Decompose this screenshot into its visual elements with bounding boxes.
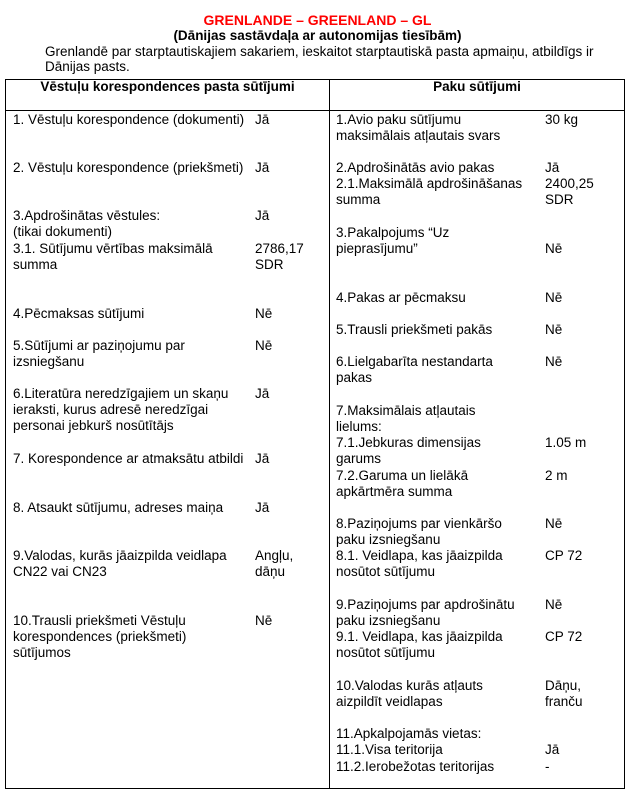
right-column-header: Paku sūtījumi: [329, 79, 625, 111]
left-item-value: Jā: [255, 451, 270, 466]
left-item-value: Nē: [255, 306, 273, 321]
left-item-value: Angļu, dāņu: [255, 548, 294, 579]
right-item-value: Jā: [545, 160, 560, 175]
right-item-label: 3.Pakalpojums “Uz pieprasījumu”: [336, 225, 450, 256]
left-item-value: Jā: [255, 208, 270, 223]
right-item-label: 5.Trausli priekšmeti pakās: [336, 322, 493, 337]
left-item-label: 3.Apdrošinātas vēstules: (tikai dokumenti): [13, 208, 161, 239]
left-item-value: Jā: [255, 160, 270, 175]
right-item-value: Jā: [545, 742, 560, 757]
left-item-label: 2. Vēstuļu korespondence (priekšmeti): [13, 160, 244, 175]
right-item-label: 6.Lielgabarīta nestandarta pakas: [336, 354, 493, 385]
right-item-value: Nē: [545, 597, 563, 612]
right-item-label: 2.Apdrošinātās avio pakas: [336, 160, 495, 175]
page-subtitle: (Dānijas sastāvdaļa ar autonomijas tiesībām): [173, 28, 462, 43]
left-item-label: 10.Trausli priekšmeti Vēstuļu korespondences (priekšmeti) sūtījumos: [13, 613, 187, 660]
left-item-value: Jā: [255, 112, 270, 127]
left-item-label: 7. Korespondence ar atmaksātu atbildi: [13, 451, 244, 466]
left-item-label: 4.Pēcmaksas sūtījumi: [13, 306, 145, 321]
right-item-value: CP 72: [545, 548, 583, 563]
right-item-value: Nē: [545, 354, 563, 369]
right-item-label: 10.Valodas kurās atļauts aizpildīt veidlapas: [336, 678, 483, 709]
intro-text: Grenlandē par starptautiskajiem sakariem, ieskaitot starptautiskā pasta apmaiņu, atbildīgs ir Dānijas pasts.: [45, 44, 594, 74]
left-item-label: 9.Valodas, kurās jāaizpilda veidlapa CN22 vai CN23: [13, 548, 227, 579]
right-item-label: 2.1.Maksimālā apdrošināšanas summa: [336, 176, 523, 207]
right-item-label: 11.1.Visa teritorija: [336, 742, 443, 757]
right-item-label: 8.Paziņojums par vienkāršo paku izsniegšanu: [336, 516, 502, 547]
right-item-value: 2400,25 SDR: [545, 176, 594, 207]
right-item-label: 9.Paziņojums par apdrošinātu paku izsniegšanu: [336, 597, 515, 628]
right-item-label: 11.Apkalpojamās vietas:: [336, 726, 482, 741]
left-item-value: Nē: [255, 613, 273, 628]
right-item-label: 4.Pakas ar pēcmaksu: [336, 290, 466, 305]
right-item-value: Nē: [545, 290, 563, 305]
left-item-label: 8. Atsaukt sūtījumu, adreses maiņa: [13, 500, 224, 515]
page-title: GRENLANDE – GREENLAND – GL: [203, 12, 432, 28]
table-divider: [329, 79, 330, 789]
right-item-value: Nē: [545, 241, 563, 256]
right-item-value: 30 kg: [545, 112, 579, 127]
left-item-label: 5.Sūtījumi ar paziņojumu par izsniegšanu: [13, 338, 185, 369]
left-item-value: Jā: [255, 386, 270, 401]
right-item-label: 1.Avio paku sūtījumu maksimālais atļautais svars: [336, 112, 501, 143]
left-item-label: 3.1. Sūtījumu vērtības maksimālā summa: [13, 241, 213, 272]
right-item-label: 7.1.Jebkuras dimensijas garums: [336, 435, 481, 466]
left-item-label: 6.Literatūra neredzīgajiem un skaņu ieraksti, kurus adresē neredzīgai personai jebkurš nosūtītājs: [13, 386, 229, 433]
left-item-value: Nē: [255, 338, 273, 353]
left-column-header: Vēstuļu korespondences pasta sūtījumi: [5, 79, 330, 111]
right-item-value: -: [545, 759, 550, 774]
right-item-value: Nē: [545, 516, 563, 531]
right-item-value: 1.05 m: [545, 435, 587, 450]
right-item-value: Nē: [545, 322, 563, 337]
right-item-label: 7.Maksimālais atļautais lielums:: [336, 403, 476, 434]
right-item-label: 11.2.Ierobežotas teritorijas: [336, 759, 495, 774]
left-item-value: Jā: [255, 500, 270, 515]
right-item-value: 2 m: [545, 468, 568, 483]
right-item-value: CP 72: [545, 629, 583, 644]
right-item-label: 7.2.Garuma un lielākā apkārtmēra summa: [336, 468, 469, 499]
left-item-value: 2786,17 SDR: [255, 241, 304, 272]
right-item-label: 9.1. Veidlapa, kas jāaizpilda nosūtot sūtījumu: [336, 629, 503, 660]
left-item-label: 1. Vēstuļu korespondence (dokumenti): [13, 112, 245, 127]
right-item-label: 8.1. Veidlapa, kas jāaizpilda nosūtot sūtījumu: [336, 548, 503, 579]
right-item-value: Dāņu, franču: [545, 678, 583, 709]
